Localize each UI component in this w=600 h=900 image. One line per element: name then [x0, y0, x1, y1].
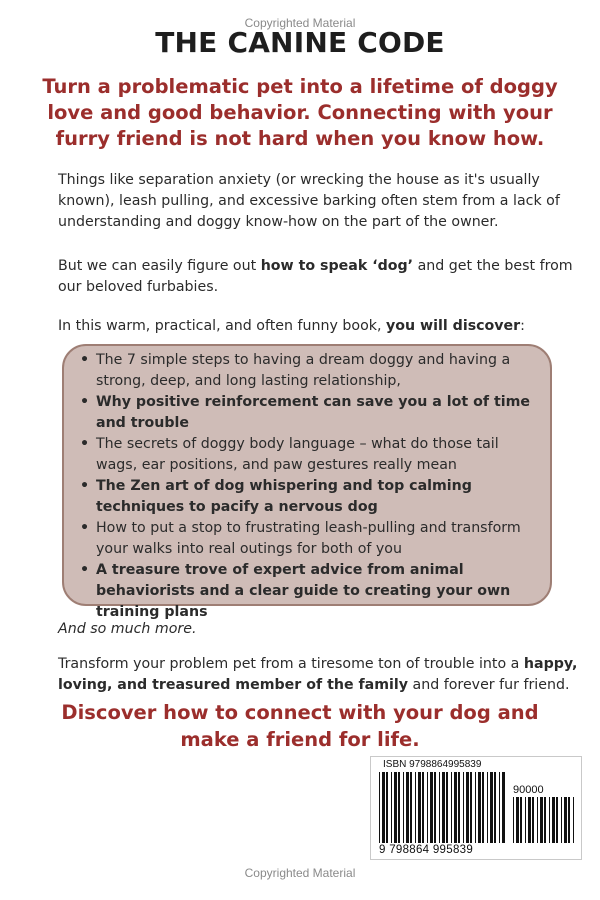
ean-digits: 9 798864 995839 [379, 844, 474, 856]
addon-bar [564, 797, 567, 843]
addon-bar [549, 797, 550, 843]
addon-bar [516, 797, 519, 843]
copyright-watermark-bottom: Copyrighted Material [244, 866, 356, 880]
ean-bar [487, 772, 488, 843]
discover-paragraph [58, 316, 578, 337]
addon-bar [568, 797, 570, 843]
ean-bar [458, 772, 460, 843]
ean-bar [394, 772, 397, 843]
intro-paragraph: Things like separation anxiety (or wrecking the house as it's usually known), leash pulling, and excessive barking often stem from a lack of understanding and doggy know-how on the part of the owner. [58, 172, 560, 230]
para3-text-bold: you will discover [386, 318, 521, 334]
addon-bar [525, 797, 526, 843]
ean-bar [482, 772, 484, 843]
ean-bar [454, 772, 457, 843]
ean-bar [410, 772, 412, 843]
ean-bar [403, 772, 404, 843]
ean-bar [466, 772, 469, 843]
ean-bar [475, 772, 476, 843]
addon-bar [540, 797, 543, 843]
ean-bar [422, 772, 424, 843]
ean-bar [463, 772, 464, 843]
ean-bar [499, 772, 500, 843]
benefits-box [62, 344, 552, 620]
benefits-list [64, 346, 550, 623]
ean-bar [382, 772, 385, 843]
ean-bar [406, 772, 409, 843]
isbn-barcode [370, 756, 582, 860]
so-much-more-text: And so much more. [58, 621, 197, 637]
addon-bar [561, 797, 562, 843]
tagline: Turn a problematic pet into a lifetime of doggy love and good behavior. Connecting with your furry friend is not hard when you know how. [42, 75, 558, 150]
addon-bar [513, 797, 514, 843]
benefit-item-3: • The secrets of doggy body language – what do those tail wags, ear positions, and paw gestures really mean [64, 434, 550, 476]
ean-bar [386, 772, 388, 843]
ean-bar [442, 772, 445, 843]
para3-text-after: : [520, 318, 525, 334]
ean-bar [451, 772, 452, 843]
ean-bar [478, 772, 481, 843]
para5-text-before: Transform your problem pet from a tiresome ton of trouble into a [58, 656, 524, 672]
para5-text-bold: happy, loving, and treasured member of the family [58, 656, 578, 693]
ean-bar [446, 772, 448, 843]
ean-bar [430, 772, 433, 843]
para5-text-after: and forever fur friend. [408, 677, 570, 693]
benefit-item-1: • The 7 simple steps to having a dream doggy and having a strong, deep, and long lasting relationship, [64, 350, 550, 392]
isbn-label: ISBN 9798864995839 [383, 759, 482, 770]
speak-dog-paragraph [58, 256, 578, 298]
addon-bar [520, 797, 522, 843]
ean-bar [434, 772, 436, 843]
ean-bar [494, 772, 496, 843]
ean-bar [418, 772, 421, 843]
para2-text-bold: how to speak ‘dog’ [260, 258, 414, 274]
addon-bar [573, 797, 574, 843]
ean-bar [490, 772, 493, 843]
closing-call-to-action: Discover how to connect with your dog and make a friend for life. [61, 701, 539, 751]
addon-bar [532, 797, 534, 843]
para2-text-after: and get the best from our beloved furbabies. [58, 258, 573, 295]
addon-bar [537, 797, 538, 843]
ean-bar [470, 772, 472, 843]
ean-bar [391, 772, 392, 843]
benefit-item-4: • The Zen art of dog whispering and top calming techniques to pacify a nervous dog [64, 476, 550, 518]
ean-bar [439, 772, 440, 843]
book-title: THE CANINE CODE [155, 26, 445, 59]
ean-bar [398, 772, 400, 843]
addon-bar [528, 797, 531, 843]
addon-bar [544, 797, 546, 843]
para3-text-before: In this warm, practical, and often funny book, [58, 318, 386, 334]
benefit-item-2: • Why positive reinforcement can save you a lot of time and trouble [64, 392, 550, 434]
addon-bar [556, 797, 558, 843]
ean-bar [502, 772, 505, 843]
addon-bar [552, 797, 555, 843]
copyright-watermark-top: Copyrighted Material [244, 16, 356, 30]
ean-bar [427, 772, 428, 843]
ean-bar [379, 772, 380, 843]
price-code: 90000 [513, 784, 544, 796]
ean-bar [415, 772, 416, 843]
benefit-item-5: • How to put a stop to frustrating leash-pulling and transform your walks into real outings for both of you [64, 518, 550, 560]
para2-text-before: But we can easily figure out [58, 258, 261, 274]
benefit-item-6: • A treasure trove of expert advice from animal behaviorists and a clear guide to creating your own training plans [64, 560, 550, 623]
transform-paragraph [58, 654, 588, 696]
